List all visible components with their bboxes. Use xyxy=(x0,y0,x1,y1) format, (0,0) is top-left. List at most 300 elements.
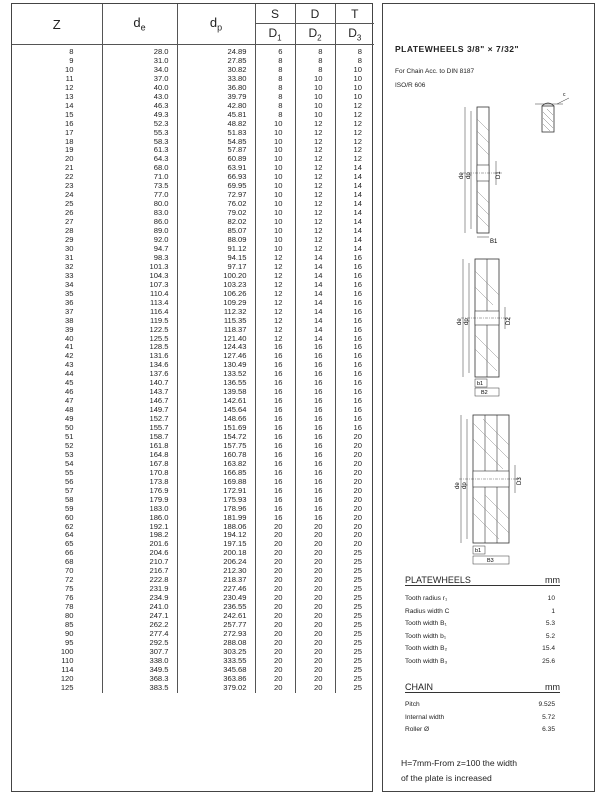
table-cell: 77.0 xyxy=(102,191,177,200)
panel-title: PLATEWHEELS 3/8" × 7/32" xyxy=(395,44,520,54)
table-cell: 288.08 xyxy=(177,639,255,648)
table-cell: 14 xyxy=(335,227,374,236)
label-c: c xyxy=(563,92,566,98)
table-cell: 12 xyxy=(295,155,335,164)
table-cell: 101.3 xyxy=(102,263,177,272)
table-cell: 16 xyxy=(335,254,374,263)
table-cell: 10 xyxy=(255,129,295,138)
table-cell: 20 xyxy=(255,657,295,666)
param-row xyxy=(405,645,555,652)
table-cell: 52 xyxy=(65,441,74,450)
table-cell: 12 xyxy=(255,272,295,281)
table-row xyxy=(12,603,374,612)
table-cell: 10 xyxy=(295,111,335,120)
table-cell: 12 xyxy=(295,173,335,182)
table-cell: 16 xyxy=(295,505,335,514)
table-cell: 14 xyxy=(295,317,335,326)
table-cell: 363.86 xyxy=(177,675,255,684)
table-cell: 10 xyxy=(65,65,74,74)
table-cell: 44 xyxy=(65,370,74,379)
param-value: 9.525 xyxy=(538,701,555,708)
table-cell: 16 xyxy=(255,397,295,406)
table-row xyxy=(12,487,374,496)
table-cell: 36.80 xyxy=(177,84,255,93)
table-cell: 145.64 xyxy=(177,406,255,415)
table-cell: 16 xyxy=(255,415,295,424)
table-cell: 35 xyxy=(65,289,74,298)
table-cell: 14 xyxy=(295,281,335,290)
table-cell: 16 xyxy=(295,478,335,487)
table-cell: 16 xyxy=(255,496,295,505)
table-cell: 333.55 xyxy=(177,657,255,666)
table-cell: 149.7 xyxy=(102,406,177,415)
table-row xyxy=(12,549,374,558)
table-cell: 28 xyxy=(65,227,74,236)
table-row xyxy=(12,317,374,326)
table-row xyxy=(12,585,374,594)
table-row xyxy=(12,227,374,236)
table-cell: 139.58 xyxy=(177,388,255,397)
table-cell: 51.83 xyxy=(177,129,255,138)
table-cell: 20 xyxy=(295,639,335,648)
table-cell: 247.1 xyxy=(102,612,177,621)
param-label: Tooth width b₁ xyxy=(405,632,447,640)
table-row xyxy=(12,290,374,299)
table-cell: 307.7 xyxy=(102,648,177,657)
table-row xyxy=(12,308,374,317)
table-cell: 20 xyxy=(295,603,335,612)
table-cell: 10 xyxy=(255,182,295,191)
param-label: Tooth width B₁ xyxy=(405,620,447,627)
table-cell: 176.9 xyxy=(102,487,177,496)
header-d2: $D_2$ xyxy=(295,24,335,45)
table-cell: 33 xyxy=(65,271,74,280)
table-row xyxy=(12,388,374,397)
table-cell: 103.23 xyxy=(177,281,255,290)
table-cell: 16 xyxy=(335,263,374,272)
table-cell: 98.3 xyxy=(102,254,177,263)
table-cell: 8 xyxy=(295,66,335,75)
table-row xyxy=(12,540,374,549)
table-cell: 183.0 xyxy=(102,505,177,514)
table-cell: 82.02 xyxy=(177,218,255,227)
table-cell: 37 xyxy=(65,307,74,316)
table-cell: 115.35 xyxy=(177,317,255,326)
table-cell: 20 xyxy=(295,576,335,585)
table-cell: 20 xyxy=(335,540,374,549)
table-cell: 27.85 xyxy=(177,57,255,66)
table-cell: 59 xyxy=(65,504,74,513)
table-row xyxy=(12,281,374,290)
table-cell: 12 xyxy=(295,236,335,245)
table-cell: 345.68 xyxy=(177,666,255,675)
footnote: H=7mm-From z=100 the width of the plate is increased xyxy=(401,758,518,783)
table-row xyxy=(12,272,374,281)
table-cell: 10 xyxy=(255,173,295,182)
table-cell: 262.2 xyxy=(102,621,177,630)
table-cell: 10 xyxy=(255,138,295,147)
table-cell: 206.24 xyxy=(177,558,255,567)
platewheel-info-panel xyxy=(382,3,595,792)
table-cell: 10 xyxy=(295,93,335,102)
table-cell: 14 xyxy=(295,272,335,281)
table-cell: 151.69 xyxy=(177,424,255,433)
param-row xyxy=(405,620,555,627)
table-cell: 12 xyxy=(295,209,335,218)
table-row xyxy=(12,621,374,630)
table-cell: 25 xyxy=(335,630,374,639)
table-cell: 64.3 xyxy=(102,155,177,164)
table-cell: 16 xyxy=(295,442,335,451)
table-cell: 10 xyxy=(255,164,295,173)
param-row xyxy=(405,726,555,733)
table-cell: 25 xyxy=(335,675,374,684)
table-cell: 60 xyxy=(65,513,74,522)
table-cell: 241.0 xyxy=(102,603,177,612)
table-cell: 16 xyxy=(295,415,335,424)
table-cell: 140.7 xyxy=(102,379,177,388)
table-row xyxy=(12,523,374,532)
table-cell: 55 xyxy=(65,468,74,477)
table-cell: 236.55 xyxy=(177,603,255,612)
table-cell: 42 xyxy=(65,352,74,361)
table-cell: 10 xyxy=(295,75,335,84)
table-cell: 16 xyxy=(335,326,374,335)
table-cell: 8 xyxy=(255,111,295,120)
table-cell: 10 xyxy=(255,200,295,209)
table-cell: 16 xyxy=(255,478,295,487)
table-cell: 20 xyxy=(295,594,335,603)
table-row xyxy=(12,173,374,182)
table-cell: 20 xyxy=(335,442,374,451)
table-cell: 192.1 xyxy=(102,523,177,532)
table-cell: 25 xyxy=(335,666,374,675)
table-cell: 10 xyxy=(335,93,374,102)
table-cell: 8 xyxy=(255,66,295,75)
table-cell: 76.02 xyxy=(177,200,255,209)
table-cell: 349.5 xyxy=(102,666,177,675)
table-cell: 20 xyxy=(335,460,374,469)
table-cell: 20 xyxy=(295,540,335,549)
table-row xyxy=(12,236,374,245)
table-cell: 53 xyxy=(65,450,74,459)
table-cell: 48.82 xyxy=(177,120,255,129)
table-cell: 26 xyxy=(65,209,74,218)
table-cell: 20 xyxy=(255,567,295,576)
table-cell: 181.99 xyxy=(177,514,255,523)
table-cell: 28.0 xyxy=(102,45,177,57)
table-cell: 125 xyxy=(60,683,74,692)
table-cell: 76 xyxy=(65,594,74,603)
table-cell: 16 xyxy=(255,460,295,469)
table-cell: 64 xyxy=(65,531,74,540)
table-cell: 31 xyxy=(65,253,74,262)
table-cell: 78 xyxy=(65,603,74,612)
table-cell: 33.80 xyxy=(177,75,255,84)
table-cell: 120 xyxy=(60,674,74,683)
table-cell: 68.0 xyxy=(102,164,177,173)
table-cell: 20 xyxy=(295,630,335,639)
table-cell: 179.9 xyxy=(102,496,177,505)
table-cell: 63.91 xyxy=(177,164,255,173)
param-value: 5.3 xyxy=(545,620,555,627)
platewheels-section-heading: PLATEWHEELS mm xyxy=(405,575,560,585)
table-cell: 200.18 xyxy=(177,549,255,558)
table-cell: 204.6 xyxy=(102,549,177,558)
table-cell: 16 xyxy=(255,424,295,433)
table-cell: 20 xyxy=(335,451,374,460)
label-de-2: de xyxy=(457,318,463,325)
table-cell: 85.07 xyxy=(177,227,255,236)
table-cell: 39.79 xyxy=(177,93,255,102)
table-cell: 20 xyxy=(335,478,374,487)
table-cell: 20 xyxy=(295,585,335,594)
table-cell: 368.3 xyxy=(102,675,177,684)
table-cell: 12 xyxy=(255,335,295,344)
table-cell: 16 xyxy=(295,424,335,433)
table-cell: 118.37 xyxy=(177,326,255,335)
table-cell: 125.5 xyxy=(102,335,177,344)
table-cell: 20 xyxy=(295,648,335,657)
table-cell: 20 xyxy=(255,621,295,630)
table-cell: 20 xyxy=(255,576,295,585)
label-de-1: de xyxy=(459,172,465,179)
table-cell: 47 xyxy=(65,397,74,406)
table-cell: 16 xyxy=(295,352,335,361)
table-cell: 58.3 xyxy=(102,138,177,147)
table-cell: 142.61 xyxy=(177,397,255,406)
table-cell: 16 xyxy=(335,281,374,290)
table-cell: 122.5 xyxy=(102,326,177,335)
table-cell: 136.55 xyxy=(177,379,255,388)
table-row xyxy=(12,155,374,164)
table-cell: 178.96 xyxy=(177,505,255,514)
table-cell: 20 xyxy=(335,433,374,442)
table-row xyxy=(12,66,374,75)
table-cell: 16 xyxy=(295,496,335,505)
table-cell: 25 xyxy=(335,549,374,558)
table-cell: 12 xyxy=(335,155,374,164)
table-cell: 16 xyxy=(255,487,295,496)
table-cell: 12 xyxy=(255,263,295,272)
table-row xyxy=(12,146,374,155)
table-cell: 12 xyxy=(255,290,295,299)
table-row xyxy=(12,675,374,684)
table-cell: 12 xyxy=(335,102,374,111)
header-d: D xyxy=(295,4,335,24)
table-cell: 14 xyxy=(295,254,335,263)
table-row xyxy=(12,657,374,666)
header-d1: $D_1$ xyxy=(255,24,295,45)
table-cell: 12 xyxy=(295,164,335,173)
table-cell: 119.5 xyxy=(102,317,177,326)
table-cell: 20 xyxy=(255,594,295,603)
table-row xyxy=(12,612,374,621)
table-row xyxy=(12,191,374,200)
table-cell: 16 xyxy=(335,388,374,397)
table-row xyxy=(12,299,374,308)
table-cell: 20 xyxy=(295,612,335,621)
table-cell: 12 xyxy=(65,83,74,92)
table-cell: 46.3 xyxy=(102,102,177,111)
table-cell: 16 xyxy=(335,361,374,370)
table-cell: 14 xyxy=(335,164,374,173)
table-cell: 20 xyxy=(335,469,374,478)
table-cell: 65 xyxy=(65,540,74,549)
table-cell: 218.37 xyxy=(177,576,255,585)
table-cell: 20 xyxy=(295,666,335,675)
table-cell: 60.89 xyxy=(177,155,255,164)
table-cell: 14 xyxy=(335,209,374,218)
table-cell: 16 xyxy=(255,442,295,451)
param-label: Tooth radius r₁ xyxy=(405,595,448,602)
table-cell: 48 xyxy=(65,406,74,415)
table-cell: 30 xyxy=(65,244,74,253)
table-cell: 25 xyxy=(335,657,374,666)
table-cell: 12 xyxy=(335,111,374,120)
table-cell: 121.40 xyxy=(177,335,255,344)
table-cell: 16 xyxy=(335,308,374,317)
label-dp-1: dp xyxy=(466,172,472,179)
table-cell: 12 xyxy=(255,308,295,317)
table-cell: 155.7 xyxy=(102,424,177,433)
table-cell: 201.6 xyxy=(102,540,177,549)
table-row xyxy=(12,93,374,102)
table-cell: 170.8 xyxy=(102,469,177,478)
table-row xyxy=(12,531,374,540)
table-cell: 13 xyxy=(65,92,74,101)
table-cell: 16 xyxy=(255,370,295,379)
table-cell: 20 xyxy=(295,567,335,576)
table-cell: 20 xyxy=(295,523,335,532)
table-row xyxy=(12,505,374,514)
table-cell: 16 xyxy=(255,433,295,442)
table-cell: 161.8 xyxy=(102,442,177,451)
table-cell: 66 xyxy=(65,549,74,558)
table-cell: 303.25 xyxy=(177,648,255,657)
table-cell: 85 xyxy=(65,621,74,629)
table-cell: 92.0 xyxy=(102,236,177,245)
table-cell: 230.49 xyxy=(177,594,255,603)
table-cell: 109.29 xyxy=(177,299,255,308)
table-cell: 20 xyxy=(335,523,374,532)
table-cell: 216.7 xyxy=(102,567,177,576)
table-cell: 6 xyxy=(255,45,295,57)
table-cell: 83.0 xyxy=(102,209,177,218)
table-cell: 16 xyxy=(295,370,335,379)
table-row xyxy=(12,57,374,66)
param-row xyxy=(405,714,555,721)
table-cell: 57 xyxy=(65,486,74,495)
table-cell: 10 xyxy=(255,227,295,236)
table-cell: 188.06 xyxy=(177,523,255,532)
table-cell: 163.82 xyxy=(177,460,255,469)
table-cell: 25 xyxy=(335,567,374,576)
table-cell: 40 xyxy=(65,334,74,343)
table-cell: 234.9 xyxy=(102,594,177,603)
table-cell: 30.82 xyxy=(177,66,255,75)
table-row xyxy=(12,138,374,147)
label-b1-small-3: b1 xyxy=(475,548,482,554)
table-cell: 167.8 xyxy=(102,460,177,469)
table-cell: 23 xyxy=(65,182,74,191)
table-cell: 25 xyxy=(335,603,374,612)
table-cell: 16 xyxy=(255,451,295,460)
table-cell: 42.80 xyxy=(177,102,255,111)
table-cell: 169.88 xyxy=(177,478,255,487)
table-cell: 20 xyxy=(255,585,295,594)
table-cell: 43.0 xyxy=(102,93,177,102)
table-cell: 20 xyxy=(295,675,335,684)
table-cell: 14 xyxy=(335,236,374,245)
table-cell: 175.93 xyxy=(177,496,255,505)
table-cell: 51 xyxy=(65,432,74,441)
table-row xyxy=(12,451,374,460)
table-cell: 10 xyxy=(335,75,374,84)
table-cell: 186.0 xyxy=(102,514,177,523)
table-cell: 16 xyxy=(335,335,374,344)
table-cell: 14 xyxy=(335,218,374,227)
table-cell: 46 xyxy=(65,388,74,397)
table-cell: 130.49 xyxy=(177,361,255,370)
table-row xyxy=(12,370,374,379)
table-cell: 16 xyxy=(255,388,295,397)
table-cell: 146.7 xyxy=(102,397,177,406)
table-cell: 16 xyxy=(255,514,295,523)
table-cell: 158.7 xyxy=(102,433,177,442)
table-cell: 16 xyxy=(335,352,374,361)
table-cell: 90 xyxy=(65,629,74,638)
table-cell: 75 xyxy=(65,585,74,594)
table-cell: 157.75 xyxy=(177,442,255,451)
table-cell: 20 xyxy=(255,603,295,612)
panel-subtitle-iso: ISO/R 606 xyxy=(395,82,426,89)
table-cell: 55.3 xyxy=(102,129,177,138)
table-cell: 107.3 xyxy=(102,281,177,290)
table-cell: 12 xyxy=(295,138,335,147)
table-cell: 10 xyxy=(255,236,295,245)
table-cell: 37.0 xyxy=(102,75,177,84)
table-cell: 20 xyxy=(255,675,295,684)
table-row xyxy=(12,442,374,451)
table-cell: 54 xyxy=(65,459,74,468)
table-cell: 16 xyxy=(335,415,374,424)
table-cell: 25 xyxy=(335,684,374,693)
table-cell: 14 xyxy=(65,101,74,110)
table-row xyxy=(12,182,374,191)
table-cell: 38 xyxy=(65,316,74,325)
table-row xyxy=(12,379,374,388)
table-cell: 143.7 xyxy=(102,388,177,397)
table-cell: 114 xyxy=(61,665,74,674)
param-row xyxy=(405,701,555,708)
table-cell: 20 xyxy=(335,505,374,514)
table-cell: 104.3 xyxy=(102,272,177,281)
table-row xyxy=(12,45,374,57)
table-cell: 16 xyxy=(295,406,335,415)
table-row xyxy=(12,460,374,469)
table-cell: 166.85 xyxy=(177,469,255,478)
table-cell: 66.93 xyxy=(177,173,255,182)
table-cell: 16 xyxy=(295,379,335,388)
table-cell: 73.5 xyxy=(102,182,177,191)
table-cell: 34.0 xyxy=(102,66,177,75)
table-cell: 25 xyxy=(335,585,374,594)
table-cell: 52.3 xyxy=(102,120,177,129)
table-cell: 10 xyxy=(255,155,295,164)
param-value: 1 xyxy=(551,607,555,615)
table-cell: 16 xyxy=(335,290,374,299)
